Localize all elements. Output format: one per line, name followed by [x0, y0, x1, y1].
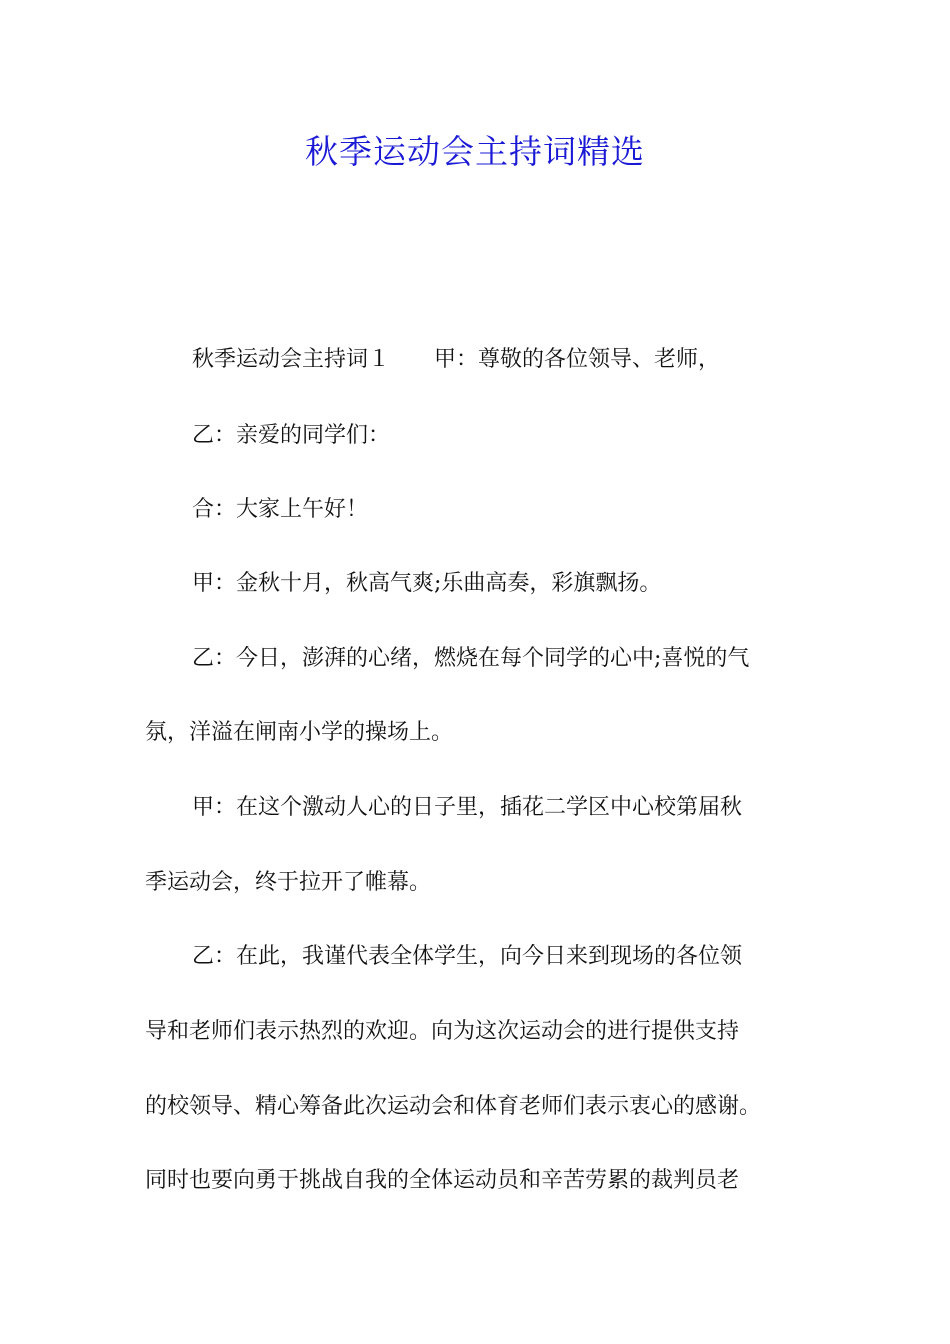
paragraph-line: 乙：今日，澎湃的心绪，燃烧在每个同学的心中;喜悦的气 [192, 646, 750, 671]
paragraph-line: 氛，洋溢在闸南小学的操场上。 [145, 720, 454, 745]
paragraph-line: 甲：在这个激动人心的日子里，插花二学区中心校第届秋 [192, 795, 743, 820]
line-text: 甲：尊敬的各位领导、老师， [434, 347, 721, 372]
paragraph-line: 乙：亲爱的同学们： [192, 423, 391, 448]
paragraph-line [192, 344, 892, 376]
paragraph-line: 合：大家上午好！ [192, 497, 369, 522]
document-title: 秋季运动会主持词精选 [305, 132, 645, 171]
paragraph-line: 甲：金秋十月，秋高气爽;乐曲高奏，彩旗飘扬。 [192, 571, 662, 596]
paragraph-line: 乙：在此，我谨代表全体学生，向今日来到现场的各位领 [192, 944, 743, 969]
paragraph-line: 季运动会，终于拉开了帷幕。 [145, 870, 432, 895]
section-heading: 秋季运动会主持词１ [192, 347, 391, 372]
paragraph-line: 的校领导、精心筹备此次运动会和体育老师们表示衷心的感谢。 [145, 1094, 762, 1119]
paragraph-line: 同时也要向勇于挑战自我的全体运动员和辛苦劳累的裁判员老 [145, 1168, 740, 1193]
paragraph-line: 导和老师们表示热烈的欢迎。向为这次运动会的进行提供支持 [145, 1019, 740, 1044]
